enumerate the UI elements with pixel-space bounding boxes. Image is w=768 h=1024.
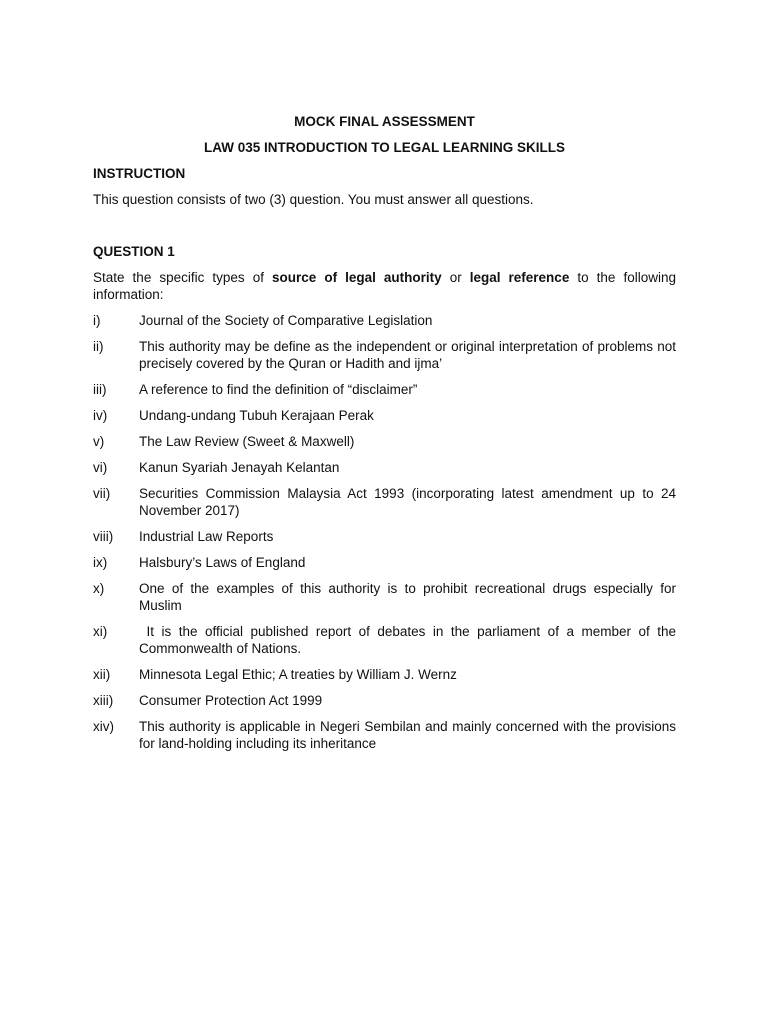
question-1-intro xyxy=(93,269,676,303)
item-number: iv) xyxy=(93,408,108,423)
item-number: ix) xyxy=(93,555,108,570)
item-number: xiv) xyxy=(93,719,114,734)
item-number: i) xyxy=(93,313,101,328)
list-item xyxy=(93,554,676,571)
list-item xyxy=(93,623,680,657)
item-text: The Law Review (Sweet & Maxwell) xyxy=(139,434,355,449)
item-number: xiii) xyxy=(93,693,114,708)
question-1-intro-part: or xyxy=(441,270,470,285)
list-item xyxy=(93,381,676,398)
item-text: Consumer Protection Act 1999 xyxy=(139,693,323,708)
item-number: xii) xyxy=(93,667,111,682)
instruction-text: This question consists of two (3) question. You must answer all questions. xyxy=(93,192,534,207)
list-item xyxy=(93,485,676,519)
item-number: x) xyxy=(93,581,105,596)
item-text: Journal of the Society of Comparative Legislation xyxy=(139,313,433,328)
question-1-heading: QUESTION 1 xyxy=(93,244,175,259)
item-text: One of the examples of this authority is to prohibit recreational drugs especially for Muslim xyxy=(139,581,676,613)
item-text: Securities Commission Malaysia Act 1993 (incorporating latest amendment up to 24 November 2017) xyxy=(139,486,676,518)
item-number: vi) xyxy=(93,460,108,475)
item-text: This authority is applicable in Negeri Sembilan and mainly concerned with the provisions for land-holding including its inheritance xyxy=(139,719,676,751)
item-text: Minnesota Legal Ethic; A treaties by William J. Wernz xyxy=(139,667,457,682)
list-item xyxy=(93,407,676,424)
item-text: It is the official published report of debates in the parliament of a member of the Commonwealth of Nations. xyxy=(139,624,680,656)
question-1-items xyxy=(93,312,680,752)
item-number: iii) xyxy=(93,382,107,397)
item-text: Undang-undang Tubuh Kerajaan Perak xyxy=(139,408,374,423)
item-text: Halsbury’s Laws of England xyxy=(139,555,306,570)
item-text: This authority may be define as the independent or original interpretation of problems not precisely covered by the Quran or Hadith and ijma’ xyxy=(139,339,676,371)
item-number: xi) xyxy=(93,624,108,639)
item-text: Kanun Syariah Jenayah Kelantan xyxy=(139,460,340,475)
item-text: A reference to find the definition of “disclaimer” xyxy=(139,382,418,397)
item-number: v) xyxy=(93,434,105,449)
list-item xyxy=(93,718,676,752)
item-text: Industrial Law Reports xyxy=(139,529,274,544)
list-item xyxy=(93,692,676,709)
item-number: vii) xyxy=(93,486,111,501)
question-1-intro-part: to the following information: xyxy=(93,270,676,302)
document-page xyxy=(93,113,680,761)
instruction-heading: INSTRUCTION xyxy=(93,166,186,181)
list-item xyxy=(93,666,676,683)
item-number: viii) xyxy=(93,529,114,544)
item-number: ii) xyxy=(93,339,104,354)
question-1-intro-emphasis: legal reference xyxy=(469,270,570,285)
question-1-intro-emphasis: source of legal authority xyxy=(272,270,442,285)
document-subtitle: LAW 035 INTRODUCTION TO LEGAL LEARNING SKILLS xyxy=(203,140,566,155)
list-item xyxy=(93,338,676,372)
list-item xyxy=(93,433,676,450)
question-1-intro-part: State the specific types of xyxy=(93,270,273,285)
document-title: MOCK FINAL ASSESSMENT xyxy=(294,114,475,129)
list-item xyxy=(93,312,676,329)
list-item xyxy=(93,528,676,545)
list-item xyxy=(93,459,676,476)
list-item xyxy=(93,580,676,614)
